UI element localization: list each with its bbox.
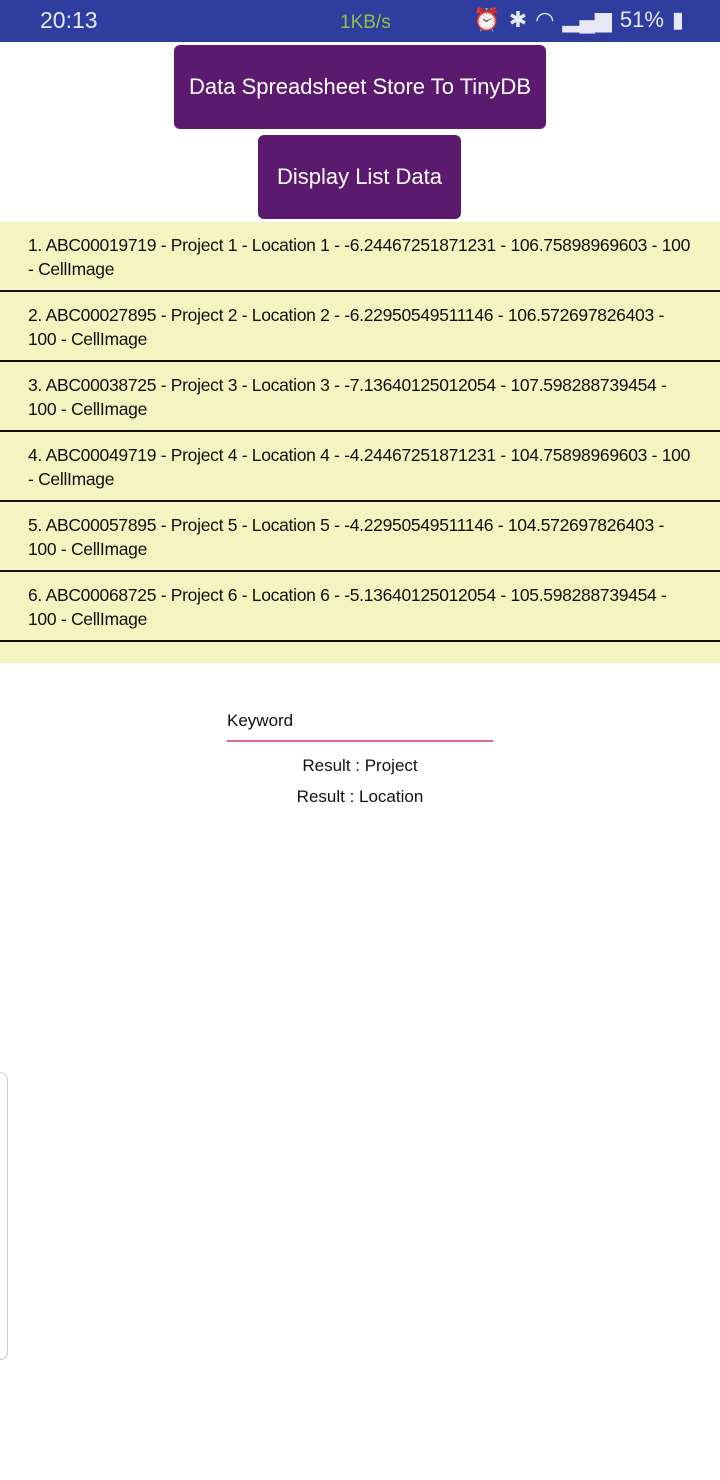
data-list[interactable] [0,222,720,663]
display-list-data-button[interactable]: Display List Data [258,135,461,219]
status-icons [473,7,684,33]
keyword-input[interactable] [227,706,493,742]
edge-panel-handle[interactable] [0,1072,8,1360]
battery-level: 51% [619,7,664,32]
result-project: Result : Project [302,756,418,775]
bluetooth-icon: ✱ [508,7,528,32]
list-item[interactable]: 1. ABC00019719 - Project 1 - Location 1 - -6.24467251871231 - 106.75898969603 - 100 - CellImage [0,222,720,292]
list-item[interactable]: 6. ABC00068725 - Project 6 - Location 6 - -5.13640125012054 - 105.598288739454 - 100 - CellImage [0,572,720,642]
network-speed: 1KB/s [340,12,391,33]
result-location: Result : Location [296,787,424,806]
signal-icon: ▂▄▆ [562,7,612,32]
alarm-icon: ⏰ [473,7,501,32]
wifi-icon: ◠ [535,7,555,32]
list-item[interactable]: 3. ABC00038725 - Project 3 - Location 3 - -7.13640125012054 - 107.598288739454 - 100 - CellImage [0,362,720,432]
list-item[interactable]: 5. ABC00057895 - Project 5 - Location 5 - -4.22950549511146 - 104.572697826403 - 100 - CellImage [0,502,720,572]
status-bar [0,0,720,42]
battery-charging-icon: ▮ [671,7,684,32]
store-to-tinydb-button[interactable]: Data Spreadsheet Store To TinyDB [174,45,546,129]
list-item[interactable]: 4. ABC00049719 - Project 4 - Location 4 - -4.24467251871231 - 104.75898969603 - 100 - CellImage [0,432,720,502]
list-item[interactable]: 2. ABC00027895 - Project 2 - Location 2 - -6.22950549511146 - 106.572697826403 - 100 - CellImage [0,292,720,362]
clock: 20:13 [40,7,98,33]
